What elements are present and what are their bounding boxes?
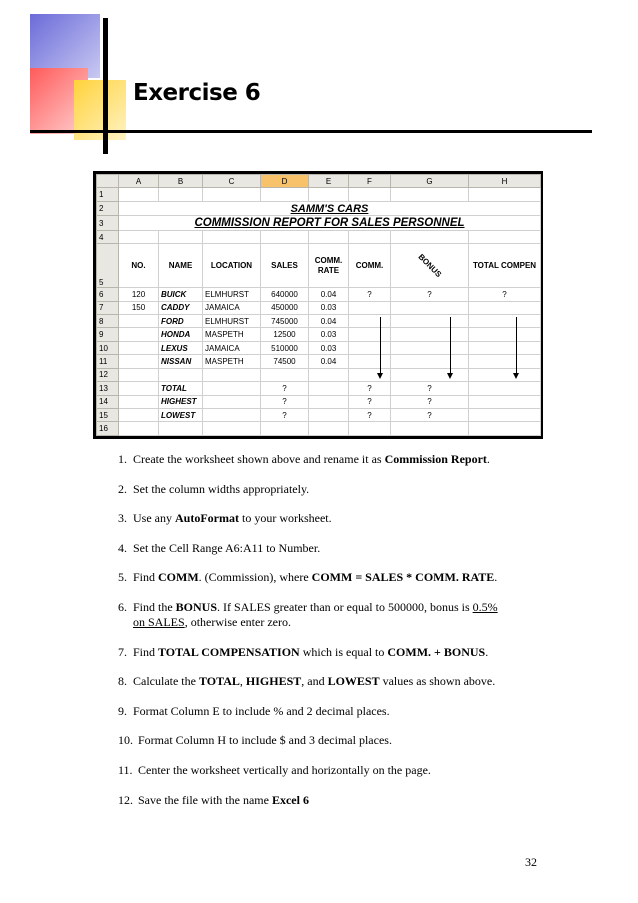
item-text: Center the worksheet vertically and horizontally on the page.: [138, 762, 431, 777]
cell-location[interactable]: MASPETH: [203, 328, 261, 341]
header-bonus: BONUS: [416, 251, 444, 279]
item-text: . If SALES greater than or equal to 500000, bonus is: [217, 599, 473, 614]
row-10: [97, 341, 541, 354]
item-text: to your worksheet.: [238, 511, 332, 526]
item-text: Create the worksheet shown above and rename it as: [133, 452, 385, 466]
summary-sales[interactable]: ?: [261, 395, 309, 408]
item-underline: on SALES: [133, 614, 185, 629]
summary-bonus[interactable]: ?: [391, 409, 469, 422]
cell-rate[interactable]: 0.04: [309, 288, 349, 301]
item-text: Format Column E to include % and 2 decimal places.: [133, 703, 390, 718]
row-7: [97, 301, 541, 314]
item-number: 4.: [118, 540, 127, 555]
row-header[interactable]: 8: [97, 314, 119, 327]
cell-no[interactable]: 120: [119, 288, 159, 301]
item-text: which is equal to: [299, 644, 388, 659]
item-text: Set the Cell Range A6:A11 to Number.: [133, 540, 321, 555]
instruction-item: [118, 452, 588, 467]
item-bold: COMM = SALES * COMM. RATE: [311, 570, 495, 585]
item-number: 5.: [118, 570, 127, 585]
col-header-d[interactable]: D: [261, 175, 309, 188]
header-location[interactable]: LOCATION: [203, 244, 261, 288]
row-12: [97, 368, 541, 381]
cell-name[interactable]: NISSAN: [159, 355, 203, 368]
cell-sales[interactable]: 74500: [261, 355, 309, 368]
arrow-down-icon: [450, 317, 451, 375]
cell-no[interactable]: [119, 314, 159, 327]
cell-name[interactable]: HONDA: [159, 328, 203, 341]
row-header[interactable]: 3: [97, 216, 119, 231]
item-text: ,: [239, 674, 246, 689]
summary-label[interactable]: HIGHEST: [159, 395, 203, 408]
summary-comm[interactable]: ?: [349, 409, 391, 422]
header-name[interactable]: NAME: [159, 244, 203, 288]
cell-sales[interactable]: 640000: [261, 288, 309, 301]
summary-bonus[interactable]: ?: [391, 395, 469, 408]
cell-sales[interactable]: 450000: [261, 301, 309, 314]
sheet-heading-company[interactable]: SAMM'S CARS: [119, 201, 541, 216]
instruction-item: [118, 541, 588, 556]
row-header[interactable]: 15: [97, 409, 119, 422]
spreadsheet-grid: [96, 174, 541, 436]
spreadsheet: [93, 171, 543, 439]
header-no[interactable]: NO.: [119, 244, 159, 288]
row-16: [97, 422, 541, 436]
cell-bonus[interactable]: [391, 301, 469, 314]
item-number: 11.: [118, 762, 133, 777]
cell-total[interactable]: [469, 301, 541, 314]
item-number: 6.: [118, 599, 127, 614]
item-bold: BONUS: [175, 599, 218, 614]
instruction-item: [118, 482, 588, 497]
row-header[interactable]: 6: [97, 288, 119, 301]
sheet-heading-report[interactable]: COMMISSION REPORT FOR SALES PERSONNEL: [119, 216, 541, 231]
header-bonus-cell[interactable]: [391, 244, 469, 288]
row-1: [97, 188, 541, 201]
item-bold: TOTAL: [198, 674, 240, 689]
item-bold: COMM: [158, 570, 199, 585]
item-bold: HIGHEST: [245, 674, 302, 689]
instruction-list: [118, 452, 588, 822]
row-15: [97, 409, 541, 422]
instruction-item: [118, 793, 588, 808]
item-number: 10.: [118, 733, 133, 748]
row-header[interactable]: 5: [97, 244, 119, 288]
item-text: Format Column H to include $ and 3 decimal places.: [138, 733, 392, 748]
summary-comm[interactable]: ?: [349, 395, 391, 408]
cell-name[interactable]: CADDY: [159, 301, 203, 314]
cell-sales[interactable]: 510000: [261, 341, 309, 354]
item-text: values as shown above.: [379, 674, 496, 689]
header-total[interactable]: TOTAL COMPEN: [469, 244, 541, 288]
header-sales[interactable]: SALES: [261, 244, 309, 288]
item-bold: Commission Report: [384, 452, 487, 466]
item-bold: LOWEST: [327, 674, 380, 689]
col-header-a[interactable]: A: [119, 175, 159, 188]
page-number: 32: [525, 855, 537, 869]
page-title: Exercise 6: [133, 80, 261, 106]
row-8: [97, 314, 541, 327]
instruction-item: [118, 733, 588, 748]
cell-location[interactable]: ELMHURST: [203, 288, 261, 301]
cell-total[interactable]: ?: [469, 288, 541, 301]
arrow-down-icon: [516, 317, 517, 375]
col-header-g[interactable]: G: [391, 175, 469, 188]
item-text: Find: [133, 644, 159, 659]
item-text: .: [494, 570, 498, 585]
row-3: [97, 216, 541, 231]
item-text: Set the column widths appropriately.: [133, 481, 310, 496]
summary-sales[interactable]: ?: [261, 382, 309, 395]
col-header-b[interactable]: B: [159, 175, 203, 188]
item-number: 7.: [118, 644, 127, 659]
item-underline: 0.5%: [472, 599, 498, 614]
item-bold: COMM. + BONUS: [387, 644, 486, 659]
arrow-down-icon: [380, 317, 381, 375]
item-text: .: [485, 644, 489, 659]
row-header[interactable]: 11: [97, 355, 119, 368]
cell-location[interactable]: MASPETH: [203, 355, 261, 368]
summary-bonus[interactable]: ?: [391, 382, 469, 395]
instruction-item: [118, 511, 588, 526]
row-9: [97, 328, 541, 341]
cell-name[interactable]: FORD: [159, 314, 203, 327]
cell-rate[interactable]: 0.03: [309, 301, 349, 314]
row-header[interactable]: 16: [97, 422, 119, 436]
item-bold: TOTAL COMPENSATION: [158, 644, 300, 659]
cell-sales[interactable]: 12500: [261, 328, 309, 341]
cell-name[interactable]: LEXUS: [159, 341, 203, 354]
summary-label[interactable]: LOWEST: [159, 409, 203, 422]
col-header-c[interactable]: C: [203, 175, 261, 188]
header-comm[interactable]: COMM.: [349, 244, 391, 288]
item-text: , otherwise enter zero.: [184, 614, 291, 629]
row-header[interactable]: 2: [97, 201, 119, 216]
row-header[interactable]: 9: [97, 328, 119, 341]
summary-sales[interactable]: ?: [261, 409, 309, 422]
item-text: Find: [133, 570, 159, 585]
row-5-headers: [97, 244, 541, 288]
row-4: [97, 230, 541, 243]
row-header[interactable]: 13: [97, 382, 119, 395]
cell-comm[interactable]: ?: [349, 288, 391, 301]
cell-no[interactable]: 150: [119, 301, 159, 314]
corner-cell[interactable]: [97, 175, 119, 188]
item-text: Use any: [133, 511, 175, 526]
row-14: [97, 395, 541, 408]
instruction-item: [118, 570, 588, 585]
instruction-item: [118, 600, 588, 630]
cell-location[interactable]: JAMAICA: [203, 341, 261, 354]
row-header[interactable]: 7: [97, 301, 119, 314]
cell-rate[interactable]: 0.03: [309, 328, 349, 341]
col-header-h[interactable]: H: [469, 175, 541, 188]
header-comm-rate[interactable]: COMM. RATE: [309, 244, 349, 288]
col-header-f[interactable]: F: [349, 175, 391, 188]
item-text: Save the file with the name: [138, 792, 272, 807]
item-number: 9.: [118, 703, 127, 718]
item-bold: AutoFormat: [175, 511, 239, 526]
item-bold: Excel 6: [271, 792, 309, 807]
item-text: Find the: [133, 599, 176, 614]
cell-comm[interactable]: [349, 301, 391, 314]
row-6: [97, 288, 541, 301]
item-number: 1.: [118, 452, 127, 466]
cell-rate[interactable]: 0.04: [309, 314, 349, 327]
row-2: [97, 201, 541, 216]
cell-rate[interactable]: 0.04: [309, 355, 349, 368]
instruction-item: [118, 763, 588, 778]
item-text: . (Commission), where: [198, 570, 312, 585]
item-text: Calculate the: [133, 674, 199, 689]
cell-no[interactable]: [119, 341, 159, 354]
item-number: 12.: [118, 792, 133, 807]
cell-location[interactable]: ELMHURST: [203, 314, 261, 327]
cell-rate[interactable]: 0.03: [309, 341, 349, 354]
item-text: .: [486, 452, 490, 466]
cell-bonus[interactable]: ?: [391, 288, 469, 301]
cell-no[interactable]: [119, 355, 159, 368]
row-header[interactable]: 14: [97, 395, 119, 408]
item-text: , and: [301, 674, 328, 689]
column-header-row: [97, 175, 541, 188]
cell-name[interactable]: BUICK: [159, 288, 203, 301]
instruction-item: [118, 645, 588, 660]
row-11: [97, 355, 541, 368]
item-number: 8.: [118, 674, 127, 689]
cell-no[interactable]: [119, 328, 159, 341]
item-number: 2.: [118, 481, 127, 496]
instruction-item: [118, 704, 588, 719]
row-header[interactable]: 10: [97, 341, 119, 354]
row-header[interactable]: 1: [97, 188, 119, 201]
decor-horizontal-rule: [30, 130, 592, 133]
summary-comm[interactable]: ?: [349, 382, 391, 395]
row-header[interactable]: 4: [97, 230, 119, 243]
decor-vertical-bar: [103, 18, 108, 154]
row-13: [97, 382, 541, 395]
instruction-item: [118, 674, 588, 689]
item-number: 3.: [118, 511, 127, 526]
summary-label[interactable]: TOTAL: [159, 382, 203, 395]
col-header-e[interactable]: E: [309, 175, 349, 188]
cell-sales[interactable]: 745000: [261, 314, 309, 327]
row-header[interactable]: 12: [97, 368, 119, 381]
cell-location[interactable]: JAMAICA: [203, 301, 261, 314]
